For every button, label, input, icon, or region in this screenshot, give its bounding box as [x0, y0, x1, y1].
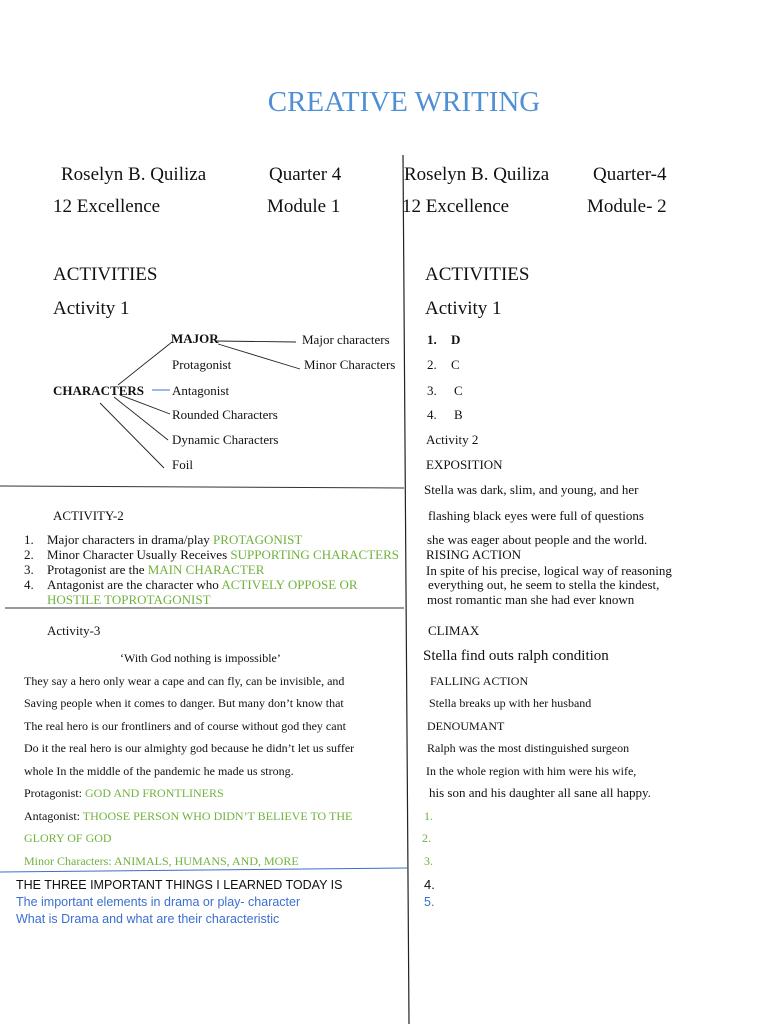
diagram-dynamic: Dynamic Characters: [172, 432, 279, 447]
answer-row: [427, 407, 463, 423]
item-text: Antagonist are the character who: [47, 577, 222, 592]
falling-text: Stella breaks up with her husband: [429, 696, 592, 710]
right-module: Module- 2: [587, 196, 667, 217]
empty-number-4: 4.: [424, 877, 435, 892]
right-student-name: Roselyn B. Quiliza: [404, 164, 550, 185]
left-activity1-heading: Activity 1: [53, 298, 130, 319]
exposition-line: flashing black eyes were full of questions: [428, 508, 644, 523]
item-number: 1.: [24, 532, 34, 547]
right-quarter: Quarter-4: [593, 164, 667, 185]
item-text: Minor Character Usually Receives: [47, 547, 231, 562]
rising-line: In spite of his precise, logical way of reasoning: [426, 563, 672, 578]
answer-value: C: [454, 383, 463, 398]
document-title: CREATIVE WRITING: [267, 86, 541, 118]
item-answer: SUPPORTING CHARACTERS: [230, 547, 400, 562]
item-text: Major characters in drama/play: [47, 532, 214, 547]
divider-activity1: [0, 486, 404, 488]
diagram-major-characters: Major characters: [302, 332, 390, 347]
answer-number: 3.: [427, 383, 437, 398]
activity3-quote: ‘With God nothing is impossible’: [120, 651, 281, 665]
protagonist-label: Protagonist:: [24, 786, 86, 800]
answer-row: [427, 332, 460, 348]
left-activities-heading: ACTIVITIES: [53, 264, 158, 285]
activity2-item-continuation: HOSTILE TOPROTAGONIST: [47, 592, 211, 607]
activity3-line: Saving people when it comes to danger. But many don’t know that: [24, 696, 344, 710]
left-grade: 12 Excellence: [53, 196, 161, 217]
answer-row: [427, 357, 460, 373]
right-activities-heading: ACTIVITIES: [425, 264, 530, 285]
answer-value: B: [454, 407, 463, 422]
left-student-name: Roselyn B. Quiliza: [61, 164, 207, 185]
answer-number: 4.: [427, 407, 437, 422]
empty-number-5: 5.: [424, 895, 435, 909]
antagonist-label: Antagonist:: [24, 809, 83, 823]
antagonist-answer: THOOSE PERSON WHO DIDN’T BELIEVE TO THE: [82, 809, 353, 823]
answer-value: C: [451, 357, 460, 372]
diagram-minor-characters: Minor Characters: [304, 357, 396, 372]
learned-item: What is Drama and what are their characteristic: [16, 912, 280, 926]
empty-number: 1.: [424, 809, 433, 823]
item-text: Protagonist are the: [47, 562, 148, 577]
left-quarter: Quarter 4: [269, 164, 342, 185]
exposition-line: Stella was dark, slim, and young, and her: [424, 482, 639, 497]
activity3-antagonist: [24, 809, 352, 824]
climax-text: Stella find outs ralph condition: [423, 648, 609, 664]
learned-heading: THE THREE IMPORTANT THINGS I LEARNED TODAY IS: [16, 878, 343, 892]
diagram-line-major: [118, 342, 172, 385]
right-activity2-heading: Activity 2: [426, 432, 479, 447]
activity3-line: whole In the middle of the pandemic he made us strong.: [24, 764, 294, 778]
antagonist-answer-continuation: GLORY OF GOD: [24, 831, 112, 845]
activity3-minor: Minor Characters: ANIMALS, HUMANS, AND, MORE: [24, 854, 299, 868]
diagram-protagonist: Protagonist: [172, 357, 232, 372]
right-grade: 12 Excellence: [402, 196, 510, 217]
exposition-line: she was eager about people and the world.: [427, 532, 648, 547]
empty-number: 3.: [424, 854, 433, 868]
denoument-line: Ralph was the most distinguished surgeon: [427, 741, 630, 755]
activity2-item: [24, 547, 399, 563]
activity2-heading: ACTIVITY-2: [53, 508, 124, 523]
diagram-rounded: Rounded Characters: [172, 407, 278, 422]
answer-number: 2.: [427, 357, 437, 372]
activity3-line: Do it the real hero is our almighty god because he didn’t let us suffer: [24, 741, 355, 755]
diagram-line-foil: [100, 403, 164, 468]
answer-value: D: [451, 332, 461, 347]
activity3-line: They say a hero only wear a cape and can fly, can be invisible, and: [24, 674, 345, 688]
learned-item: The important elements in drama or play- character: [16, 895, 301, 909]
answer-number: 1.: [427, 332, 437, 347]
activity2-item: [24, 577, 358, 593]
item-number: 3.: [24, 562, 34, 577]
diagram-major: MAJOR: [171, 331, 219, 346]
diagram-root-characters: CHARACTERS: [53, 383, 145, 398]
item-number: 4.: [24, 577, 34, 592]
activity3-protagonist: [24, 786, 224, 801]
item-answer: MAIN CHARACTER: [147, 562, 265, 577]
falling-label: FALLING ACTION: [430, 674, 529, 688]
item-number: 2.: [24, 547, 34, 562]
rising-line: most romantic man she had ever known: [427, 592, 635, 607]
diagram-antagonist: Antagonist: [172, 383, 230, 398]
exposition-label: EXPOSITION: [426, 457, 503, 472]
answer-row: [427, 383, 463, 399]
rising-label: RISING ACTION: [426, 547, 521, 562]
right-activity1-heading: Activity 1: [425, 298, 502, 319]
item-answer: PROTAGONIST: [213, 532, 303, 547]
activity3-heading: Activity-3: [47, 623, 101, 638]
diagram-line-major-characters: [216, 341, 296, 342]
activity2-item: [24, 532, 302, 548]
protagonist-answer: GOD AND FRONTLINERS: [85, 786, 224, 800]
activity3-line: The real hero is our frontliners and of course without god they cant: [24, 719, 346, 733]
denoument-line: In the whole region with him were his wife,: [426, 764, 637, 778]
rising-line: everything out, he seem to stella the kindest,: [428, 577, 660, 592]
activity2-item: [24, 562, 264, 578]
empty-number: 2.: [422, 831, 431, 845]
denoument-line: his son and his daughter all sane all happy.: [429, 785, 651, 800]
diagram-foil: Foil: [172, 457, 193, 472]
center-divider: [403, 155, 409, 1024]
denoument-label: DENOUMANT: [427, 719, 505, 733]
item-answer: ACTIVELY OPPOSE OR: [221, 577, 358, 592]
climax-label: CLIMAX: [428, 623, 480, 638]
left-module: Module 1: [267, 196, 341, 217]
